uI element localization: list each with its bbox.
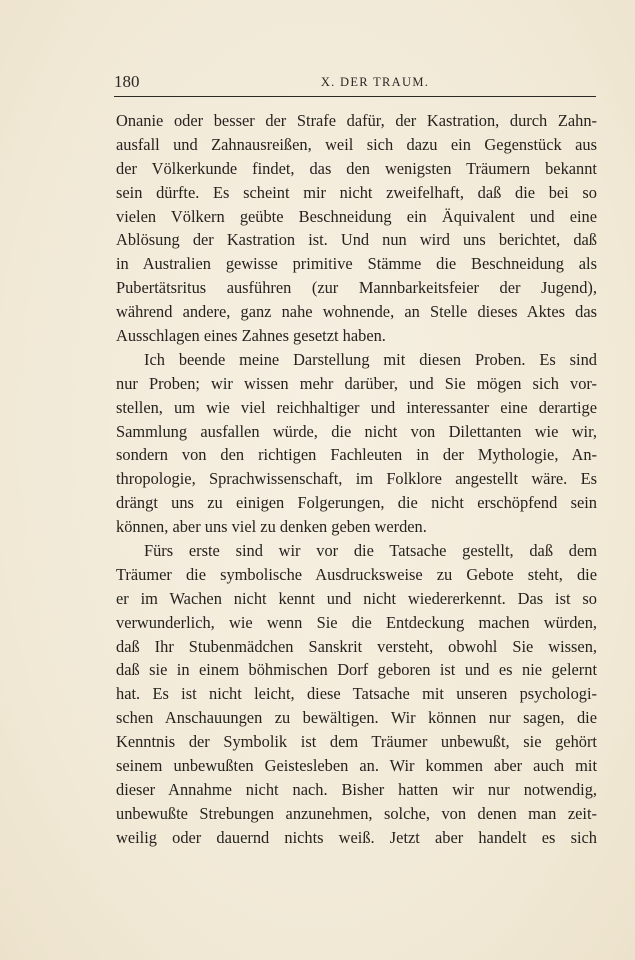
text-line: in Australien gewisse primitive Stämme die Beschneidung als <box>116 254 597 274</box>
text-line: ausfall und Zahnausreißen, weil sich dazu ein Gegenstück aus <box>116 134 597 154</box>
text-line: seinem unbewußten Geistesleben an. Wir kommen aber auch mit <box>116 756 597 776</box>
body-text <box>116 109 597 850</box>
text-line: vielen Völkern geübte Beschneidung ein Äquivalent und eine <box>116 206 597 226</box>
text-line: unbewußte Strebungen anzunehmen, solche, von denen man zeit- <box>116 803 597 823</box>
text-line: hat. Es ist nicht leicht, diese Tatsache mit unseren psychologi- <box>116 684 597 704</box>
text-line: können, aber uns viel zu denken geben werden. <box>116 517 427 537</box>
text-line: stellen, um wie viel reichhaltiger und interessanter eine derartige <box>116 397 597 417</box>
text-line: drängt uns zu einigen Folgerungen, die nicht erschöpfend sein <box>116 493 597 513</box>
text-line: Ablösung der Kastration ist. Und nun wird uns berichtet, daß <box>116 230 597 250</box>
text-line: weilig oder dauernd nichts weiß. Jetzt aber handelt es sich <box>116 827 597 847</box>
paragraph <box>116 109 597 348</box>
text-line: dieser Annahme nicht nach. Bisher hatten wir nur notwendig, <box>116 779 597 799</box>
text-line: daß sie in einem böhmischen Dorf geboren ist und es nie gelernt <box>116 660 597 680</box>
page-number: 180 <box>114 72 140 91</box>
text-line: Onanie oder besser der Strafe dafür, der Kastration, durch Zahn- <box>116 111 597 130</box>
text-line: Sammlung ausfallen würde, die nicht von Dilettanten wie wir, <box>116 421 597 441</box>
text-line: Pubertätsritus ausführen (zur Mannbarkeitsfeier der Jugend), <box>116 278 597 298</box>
text-line: thropologie, Sprachwissenschaft, im Folklore angestellt wäre. Es <box>116 469 597 489</box>
text-line: daß Ihr Stubenmädchen Sanskrit versteht, obwohl Sie wissen, <box>116 636 597 656</box>
text-line: Ausschlagen eines Zahnes gesetzt haben. <box>116 326 386 346</box>
text-line: schen Anschauungen zu bewältigen. Wir können nur sagen, die <box>116 708 597 728</box>
text-line: verwunderlich, wie wenn Sie die Entdeckung machen würden, <box>116 612 597 632</box>
text-line: Träumer die symbolische Ausdrucksweise zu Gebote steht, die <box>116 564 597 584</box>
text-line: Fürs erste sind wir vor die Tatsache gestellt, daß dem <box>144 541 597 561</box>
page-header <box>114 70 596 97</box>
paragraph <box>116 348 597 539</box>
text-line: sein dürfte. Es scheint mir nicht zweifelhaft, daß die bei so <box>116 182 597 202</box>
text-line: sondern von den richtigen Fachleuten in der Mythologie, An- <box>116 445 597 465</box>
text-line: er im Wachen nicht kennt und nicht wiedererkennt. Das ist so <box>116 588 597 608</box>
text-line: Kenntnis der Symbolik ist dem Träumer unbewußt, sie gehört <box>116 732 597 752</box>
text-line: während andere, ganz nahe wohnende, an Stelle dieses Aktes das <box>116 302 597 322</box>
text-line: Ich beende meine Darstellung mit diesen Proben. Es sind <box>144 349 597 369</box>
text-line: nur Proben; wir wissen mehr darüber, und Sie mögen sich vor- <box>116 373 597 393</box>
text-line: der Völkerkunde findet, das den wenigsten Träumern bekannt <box>116 158 597 178</box>
running-title: X. DER TRAUM. <box>320 75 430 89</box>
paragraph <box>116 539 597 850</box>
